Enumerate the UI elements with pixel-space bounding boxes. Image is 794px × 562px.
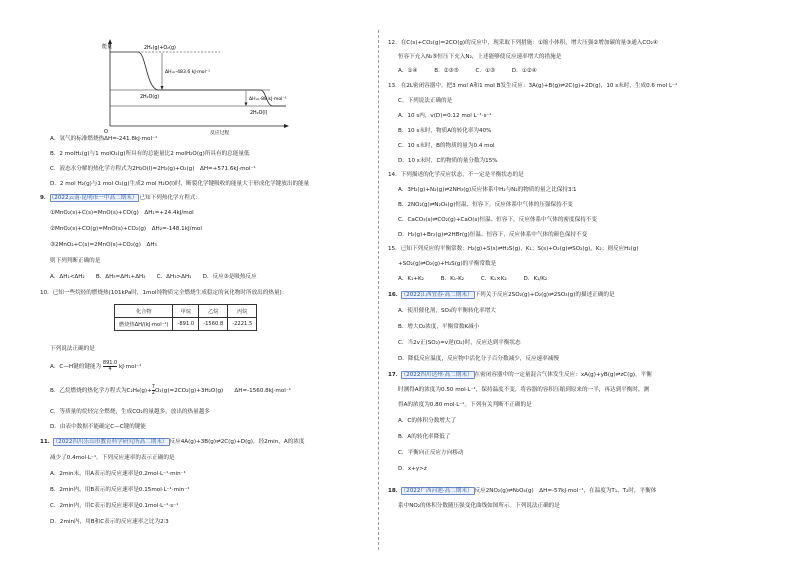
q17-option-b: B．A的转化率降低了: [398, 434, 451, 440]
q16-option-b: B．增大O₂浓度，平衡常数K减小: [398, 324, 480, 330]
q15-stem: 15．已知下列反应的平衡常数：H₂(g)+S(s)⇌H₂S(g)，K₁；S(s)+O₂(g)⇌SO₂(g)，K₂；则反应H₂(g): [388, 246, 639, 252]
q18-number: 18．: [388, 488, 402, 494]
q11-stem2: 减少了0.4mol·L⁻¹。下列反应速率的表示正确的是: [50, 455, 175, 461]
q10-ask: 下列说法正确的是: [50, 346, 95, 352]
origin-label: O: [104, 129, 108, 135]
q9-eq3: ③2MnO₂+C(s)=2MnO(s)+CO₂(g) ΔH₃: [50, 242, 157, 248]
table-header-cell: 甲烷: [173, 305, 199, 318]
q11-option-d: D．2min内，用B和C表示的反应速率之比为2∶3: [50, 519, 169, 525]
table-cell: -891.0: [173, 318, 199, 331]
q13-stem2: C。下列说法正确的是: [398, 98, 453, 104]
column-divider: [378, 30, 379, 550]
mid-level-label: 2H₂O(g): [140, 95, 160, 100]
fraction: $\frac{7}{2}$: [151, 384, 155, 396]
option-d: D．2 mol H₂(g)与1 mol O₂(g)生成2 mol H₂O(l)时，断裂化学键吸收的能量大于形成化学键放出的能量: [50, 181, 310, 187]
option-a: A．氢气的标准燃烧热ΔH=-241.8kJ·mol⁻¹: [50, 136, 158, 142]
q17-option-a: A．C的体积分数增大了: [398, 418, 457, 424]
x-axis-label: 反应过程: [210, 131, 230, 136]
q9-eq2: ②MnO₂(s)+CO(g)=MnO(s)+CO₂(g) ΔH₂=-148.1kJ/mol: [50, 226, 202, 232]
q17-stem2: 时测得A的浓度为0.50 mol·L⁻¹，保持温度不变，将容器的容积压缩到原来的一半，再达到平衡时，测: [398, 387, 650, 393]
q12-stem2: 恒容下充入N₂⑤恒压下充入N₂，上述能够使反应速率增大的措施是: [398, 54, 562, 60]
q16-option-c: C．当2v正(SO₂)=v逆(O₂)时，反应达到平衡状态: [398, 340, 521, 346]
q11-option-a: A．2min末，用A表示的反应速率是0.2mol·L⁻¹·min⁻¹: [50, 471, 186, 477]
q17-source-tag: （2022四川达州·高二期末）: [403, 372, 473, 378]
q18-source-tag: （2022广西河池·高二期末）: [403, 488, 473, 494]
q14-option-a: A．3H₂(g)+N₂(g)⇌2NH₃(g)反应体系中H₂与N₂的物质的量之比保持3∶1: [398, 187, 577, 193]
q17-stem: [388, 372, 652, 379]
q18-stem2: 系中NO₂的体积分数随压强变化曲线如图所示。下列说法正确的是: [398, 503, 560, 509]
q10-stem: 10．已知一些烷烃的燃烧热(101kPa时，1mol纯物质完全燃烧生成稳定的氧化物时所放出的热量)：: [40, 290, 288, 296]
table-cell: -1560.8: [199, 318, 228, 331]
q14-option-d: D．H₂(g)+Br₂(g)⇌2HBr(g)恒温、恒容下，反应体系中气体的颜色保持不变: [398, 232, 588, 238]
q13-option-c: C．10 s末时，B的物质的量为0.4 mol: [398, 143, 495, 149]
q18-stem-text: 反应2NO₂(g)⇌N₂O₄(g) ΔH=-57kJ·mol⁻¹，在温度为T₁、T₂时，平衡体: [474, 488, 657, 494]
q16-number: 16．: [388, 292, 402, 298]
q13-option-a: A．10 s内，v(D)=0.12 mol L⁻¹·s⁻¹: [398, 113, 492, 119]
dh2-label: ΔH=-88 kJ·mol⁻¹: [249, 97, 287, 102]
q16-option-d: D．降低反应温度，反应物中活化分子百分数减少，反应速率减慢: [398, 356, 559, 362]
q11-option-b: B．2min内，用B表示的反应速率是0.15mol·L⁻¹·min⁻¹: [50, 487, 190, 493]
table-header-cell: 乙烷: [199, 305, 228, 318]
q13-option-d: D．10 s末时，C的物质的量分数为15%: [398, 158, 498, 164]
q17-option-d: D．x+y>z: [398, 466, 427, 472]
y-axis-label: 能量: [102, 44, 113, 50]
dh1-label: ΔH=-483.6 kJ·mol⁻¹: [165, 70, 211, 75]
q14-stem: 14．下列描述的化学反应状态，不一定是平衡状态的是: [388, 172, 524, 178]
q9-eq1: ①MnO₂(s)+C(s)=MnO(s)+CO(g) ΔH₁=+24.4kJ/mol: [50, 210, 194, 216]
q16-stem-text: 下列关于反应2SO₂(g)+O₂(g)⇌2SO₃(g)的描述正确的是: [474, 292, 615, 298]
q16-option-a: A．使用催化剂，SO₃的平衡转化率增大: [398, 308, 496, 314]
q9-stem: [40, 195, 201, 202]
table-row: [115, 318, 257, 331]
top-level-label: 2H₂(g)+O₂(g): [144, 46, 176, 51]
q15-stem2: +SO₂(g)⇌O₂(g)+H₂S(g)的平衡常数是: [398, 261, 497, 267]
q9-ask: 则下列判断正确的是: [50, 258, 101, 264]
q9-source-tag: （2022云南·昆明市一中高二期末）: [51, 195, 138, 201]
q11-stem: [40, 439, 304, 446]
q13-option-b: B．10 s末时，物质A的转化率为40%: [398, 128, 492, 134]
x-axis-arrow: [284, 124, 289, 128]
option-b: B．2 molH₂(g)与1 molO₂(g)所具有的总能量比2 molH₂O(g)所具有的总能量低: [50, 151, 250, 157]
q10-option-d: D．由表中数据不能确定C—C键的键能: [50, 424, 147, 430]
q17-option-c: C．平衡向正反应方向移动: [398, 450, 464, 456]
q14-option-b: B．2NO₂(g)⇌N₂O₄(g)恒温、恒容下，反应体系中气体的压强保持不变: [398, 202, 573, 208]
q17-stem-text: 在密闭容器中的一定量混合气体发生反应：xA(g)+yB(g)⇌zC(g)，平衡: [474, 372, 652, 378]
q16-stem: [388, 292, 615, 299]
q11-stem-text: 反应4A(g)+3B(g)⇌2C(g)+D(g)，经2min，A的浓度: [169, 439, 305, 445]
q9-stem-text: 已知下列热化学方程式：: [139, 195, 201, 201]
fraction: $\frac{891.0}{4}$: [102, 360, 118, 372]
table-header-cell: 丙烷: [228, 305, 257, 318]
q11-number: 11．: [40, 439, 54, 445]
q15-options: A．K₁+K₂ B．K₁-K₂ C．K₁×K₂ D．K₁/K₂: [398, 276, 548, 282]
table-header-cell: 化合物: [115, 305, 173, 318]
energy-diagram: [100, 38, 290, 136]
q11-option-c: C．2min内，用C表示的反应速率是0.1mol·L⁻¹·s⁻¹: [50, 503, 179, 509]
combustion-table: [114, 304, 257, 331]
q12-options: A．①④ B．②③⑤ C．①③ D．①②④: [398, 68, 537, 74]
table-cell: -2221.5: [228, 318, 257, 331]
q16-source-tag: （2022江西宜春·高二期末）: [403, 292, 473, 298]
q18-stem: [388, 488, 656, 495]
q13-stem: 13．在2L密闭容器中，把3 mol A和1 mol B发生反应：3A(g)+B(g)⇌2C(g)+2D(g)，10 s末时，生成0.6 mol L⁻¹: [388, 83, 678, 89]
q17-number: 17．: [388, 372, 402, 378]
table-header-row: [115, 305, 257, 318]
q9-number: 9．: [40, 195, 50, 201]
table-row-label: 燃烧热ΔH/(kJ·mol⁻¹): [115, 318, 173, 331]
q14-option-c: C．CaCO₃(s)⇌CO₂(g)+CaO(s)恒温、恒容下，反应体系中气体的密度保持不变: [398, 217, 597, 223]
q11-source-tag: （2022四川乐山市教育科学研究所高二期末）: [55, 439, 168, 445]
low-level-label: 2H₂O(l): [250, 111, 268, 116]
option-c: C．液态水分解的热化学方程式为2H₂O(l)=2H₂(g)+O₂(g) ΔH=+571.6kJ·mol⁻¹: [50, 166, 256, 172]
q10-option-a: A．C—H键的键能为 $\frac{891.0}{4}$ kJ·mol⁻¹: [50, 360, 142, 372]
q12-stem: 12．在C(s)+CO₂(g)=2CO(g)的反应中，现采取下列措施：①缩小体积，增大压强②增加碳的量③通入CO₂④: [388, 40, 658, 46]
q10-option-c: C．等质量的烷烃完全燃烧，生成CO₂的量越多，放出的热量越多: [50, 409, 210, 415]
q9-options: A．ΔH₁<ΔH₂ B．ΔH₃=ΔH₁+ΔH₂ C．ΔH₃>ΔH₁ D．反应③是吸热反应: [50, 274, 257, 280]
q10-option-b: B．乙烷燃烧的热化学方程式为C₂H₆(g)+ $\frac{7}{2}$ O₂(g)=2CO₂(g)+3H₂O(g) ΔH=-1560.8kJ·mol⁻¹: [50, 384, 292, 396]
q17-stem3: 得A的浓度为0.80 mol·L⁻¹。下列有关判断不正确的是: [398, 402, 532, 408]
